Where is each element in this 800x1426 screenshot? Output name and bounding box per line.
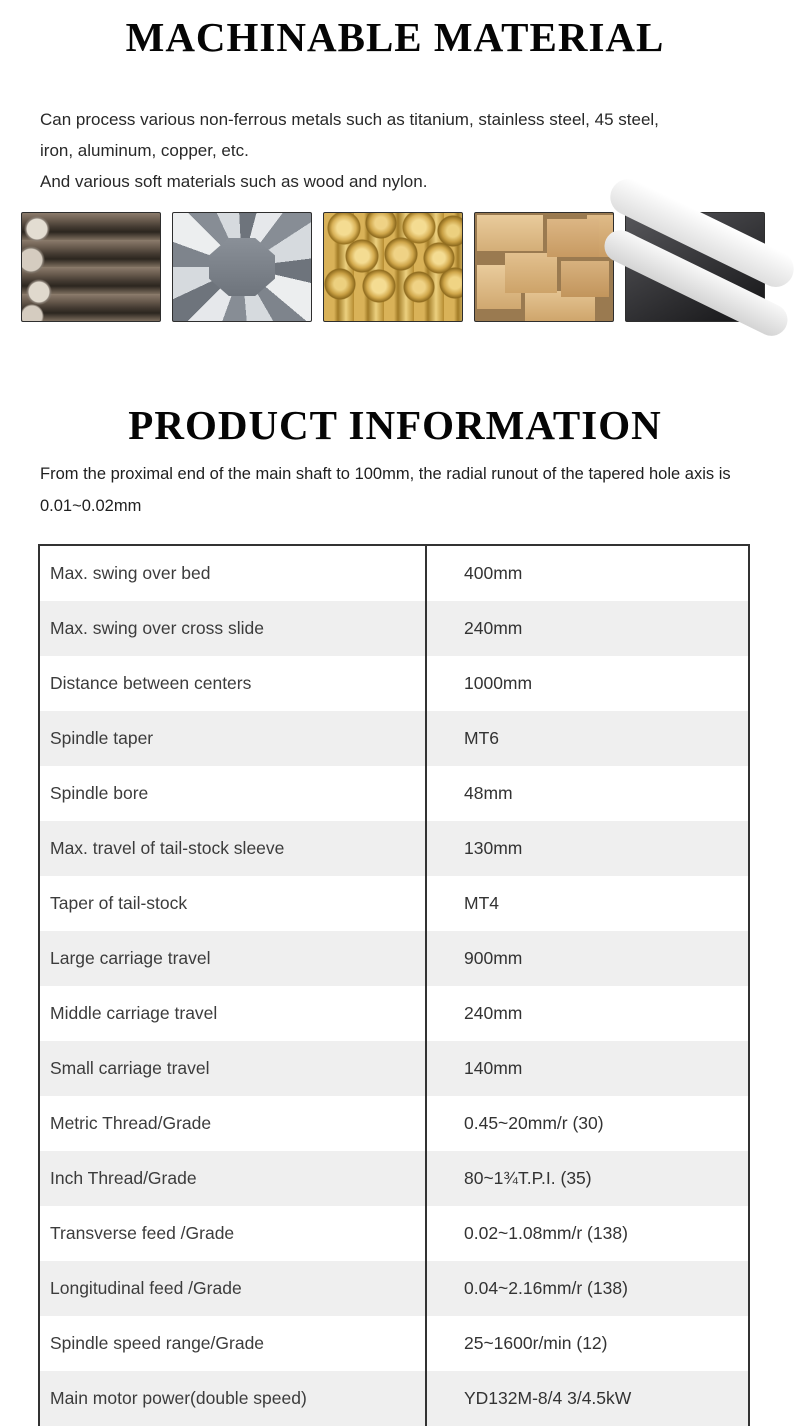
spec-label: Spindle taper bbox=[40, 711, 427, 766]
spec-label: Inch Thread/Grade bbox=[40, 1151, 427, 1206]
description-line: 0.01~0.02mm bbox=[40, 497, 142, 515]
table-row bbox=[40, 986, 748, 1041]
table-row bbox=[40, 931, 748, 986]
table-row bbox=[40, 1041, 748, 1096]
description-line: Can process various non-ferrous metals such as titanium, stainless steel, 45 steel, bbox=[40, 110, 659, 129]
spec-label: Small carriage travel bbox=[40, 1041, 427, 1096]
spec-label: Taper of tail-stock bbox=[40, 876, 427, 931]
table-row bbox=[40, 1316, 748, 1371]
spec-label: Transverse feed /Grade bbox=[40, 1206, 427, 1261]
spec-value: 1000mm bbox=[464, 673, 533, 693]
spec-value: 48mm bbox=[464, 783, 513, 803]
spec-label: Longitudinal feed /Grade bbox=[40, 1261, 427, 1316]
machinable-material-title: MACHINABLE MATERIAL bbox=[125, 14, 665, 60]
spec-value: 130mm bbox=[464, 838, 523, 858]
table-row bbox=[40, 711, 748, 766]
table-row bbox=[40, 1096, 748, 1151]
spec-value: 900mm bbox=[464, 948, 523, 968]
spec-value: 0.02~1.08mm/r (138) bbox=[464, 1223, 628, 1243]
table-row bbox=[40, 876, 748, 931]
titanium-steel-rods-image bbox=[21, 212, 161, 322]
nylon-rods-image bbox=[625, 212, 765, 322]
spec-label: Max. swing over cross slide bbox=[40, 601, 427, 656]
table-row bbox=[40, 1151, 748, 1206]
spec-value: 240mm bbox=[464, 1003, 523, 1023]
spec-value: 80~1¾T.P.I. (35) bbox=[464, 1168, 592, 1188]
spec-label: Main motor power(double speed) bbox=[40, 1371, 427, 1426]
material-images-row bbox=[21, 212, 790, 322]
table-row bbox=[40, 1371, 748, 1426]
spec-value: 25~1600r/min (12) bbox=[464, 1333, 608, 1353]
spec-value: 140mm bbox=[464, 1058, 523, 1078]
spec-label: Spindle bore bbox=[40, 766, 427, 821]
description-line: From the proximal end of the main shaft to 100mm, the radial runout of the tapered hole axis is bbox=[40, 465, 731, 483]
spec-value: MT6 bbox=[464, 728, 499, 748]
spec-label: Spindle speed range/Grade bbox=[40, 1316, 427, 1371]
table-row bbox=[40, 546, 748, 601]
spec-label: Distance between centers bbox=[40, 656, 427, 711]
specification-table bbox=[38, 544, 750, 1426]
spec-value: 240mm bbox=[464, 618, 523, 638]
table-row bbox=[40, 821, 748, 876]
description-line: And various soft materials such as wood and nylon. bbox=[40, 172, 428, 191]
table-row bbox=[40, 601, 748, 656]
spec-label: Metric Thread/Grade bbox=[40, 1096, 427, 1151]
product-detail-page bbox=[0, 14, 790, 1410]
brass-rods-image bbox=[323, 212, 463, 322]
spec-value: MT4 bbox=[464, 893, 499, 913]
spec-value: 0.45~20mm/r (30) bbox=[464, 1113, 604, 1133]
table-row bbox=[40, 656, 748, 711]
product-information-title: PRODUCT INFORMATION bbox=[128, 402, 662, 448]
table-row bbox=[40, 1206, 748, 1261]
machinable-material-description bbox=[40, 104, 750, 197]
wood-lumber-image bbox=[474, 212, 614, 322]
spec-label: Max. travel of tail-stock sleeve bbox=[40, 821, 427, 876]
spec-value: YD132M-8/4 3/4.5kW bbox=[464, 1388, 632, 1408]
spec-label: Max. swing over bed bbox=[40, 546, 427, 601]
description-line: iron, aluminum, copper, etc. bbox=[40, 141, 249, 160]
steel-profiles-image bbox=[172, 212, 312, 322]
table-row bbox=[40, 766, 748, 821]
spec-label: Large carriage travel bbox=[40, 931, 427, 986]
table-row bbox=[40, 1261, 748, 1316]
product-information-description bbox=[40, 458, 750, 522]
spec-label: Middle carriage travel bbox=[40, 986, 427, 1041]
spec-value: 400mm bbox=[464, 563, 523, 583]
spec-value: 0.04~2.16mm/r (138) bbox=[464, 1278, 628, 1298]
